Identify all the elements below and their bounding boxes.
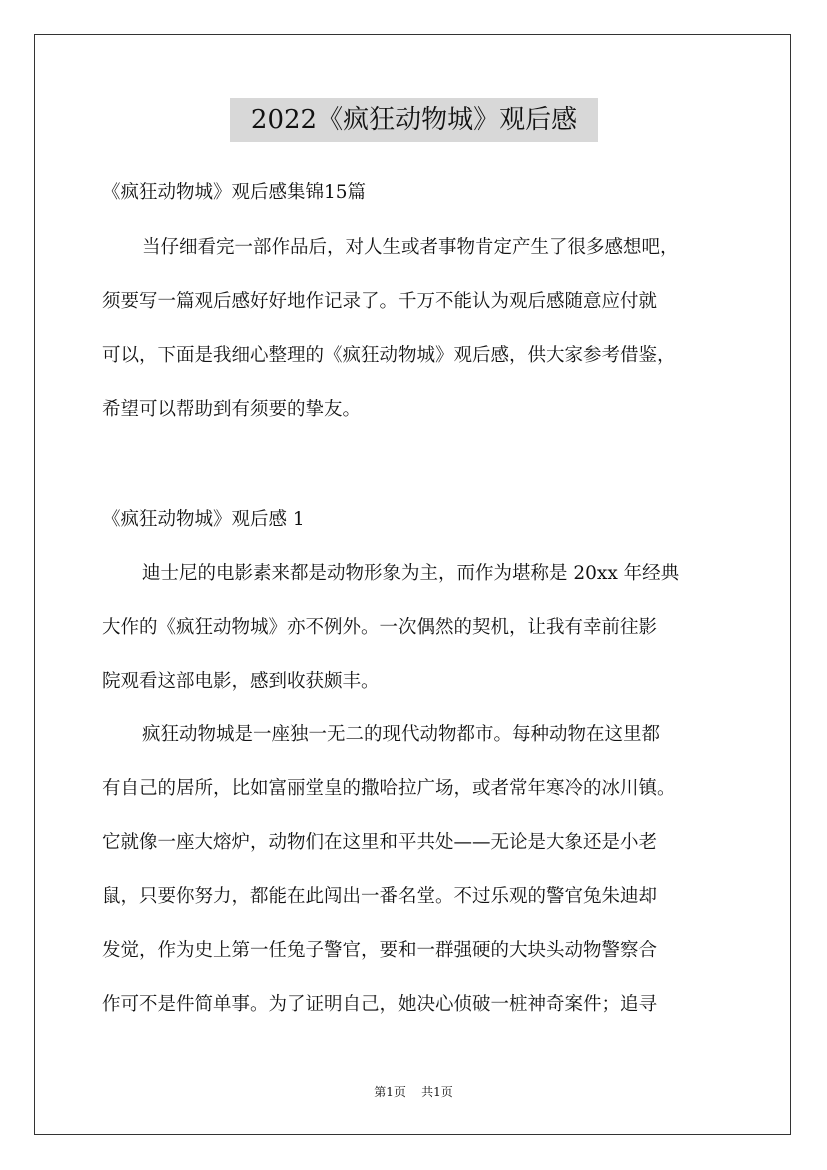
page-footer <box>0 1084 827 1100</box>
intro-line-2: 须要写一篇观后感好好地作记录了。千万不能认为观后感随意应付就 <box>102 291 658 312</box>
page-number: 第1页 <box>374 1085 406 1099</box>
document-subtitle: 《疯狂动物城》观后感集锦15篇 <box>102 182 367 203</box>
page-total: 共1页 <box>421 1085 453 1099</box>
para2-line-3: 它就像一座大熔炉，动物们在这里和平共处——无论是大象还是小老 <box>102 832 658 853</box>
intro-line-3: 可以，下面是我细心整理的《疯狂动物城》观后感，供大家参考借鉴， <box>102 345 676 366</box>
section-heading: 《疯狂动物城》观后感 1 <box>102 509 305 530</box>
para1-line-2: 大作的《疯狂动物城》亦不例外。一次偶然的契机，让我有幸前往影 <box>102 617 658 638</box>
intro-line-1: 当仔细看完一部作品后，对人生或者事物肯定产生了很多感想吧， <box>142 237 679 258</box>
para2-line-5: 发觉，作为史上第一任兔子警官，要和一群强硬的大块头动物警察合 <box>102 940 658 961</box>
para2-line-4: 鼠，只要你努力，都能在此闯出一番名堂。不过乐观的警官兔朱迪却 <box>102 886 658 907</box>
intro-line-4: 希望可以帮助到有须要的挚友。 <box>102 399 362 420</box>
para1-line-3: 院观看这部电影，感到收获颇丰。 <box>102 671 380 692</box>
para2-line-6: 作可不是件简单事。为了证明自己，她决心侦破一桩神奇案件；追寻 <box>102 994 658 1015</box>
para2-line-1: 疯狂动物城是一座独一无二的现代动物都市。每种动物在这里都 <box>142 724 661 745</box>
para1-line-1: 迪士尼的电影素来都是动物形象为主，而作为堪称是 20xx 年经典 <box>142 563 680 584</box>
para2-line-2: 有自己的居所，比如富丽堂皇的撒哈拉广场，或者常年寒冷的冰川镇。 <box>102 778 676 799</box>
document-title: 2022《疯狂动物城》观后感 <box>230 98 598 142</box>
